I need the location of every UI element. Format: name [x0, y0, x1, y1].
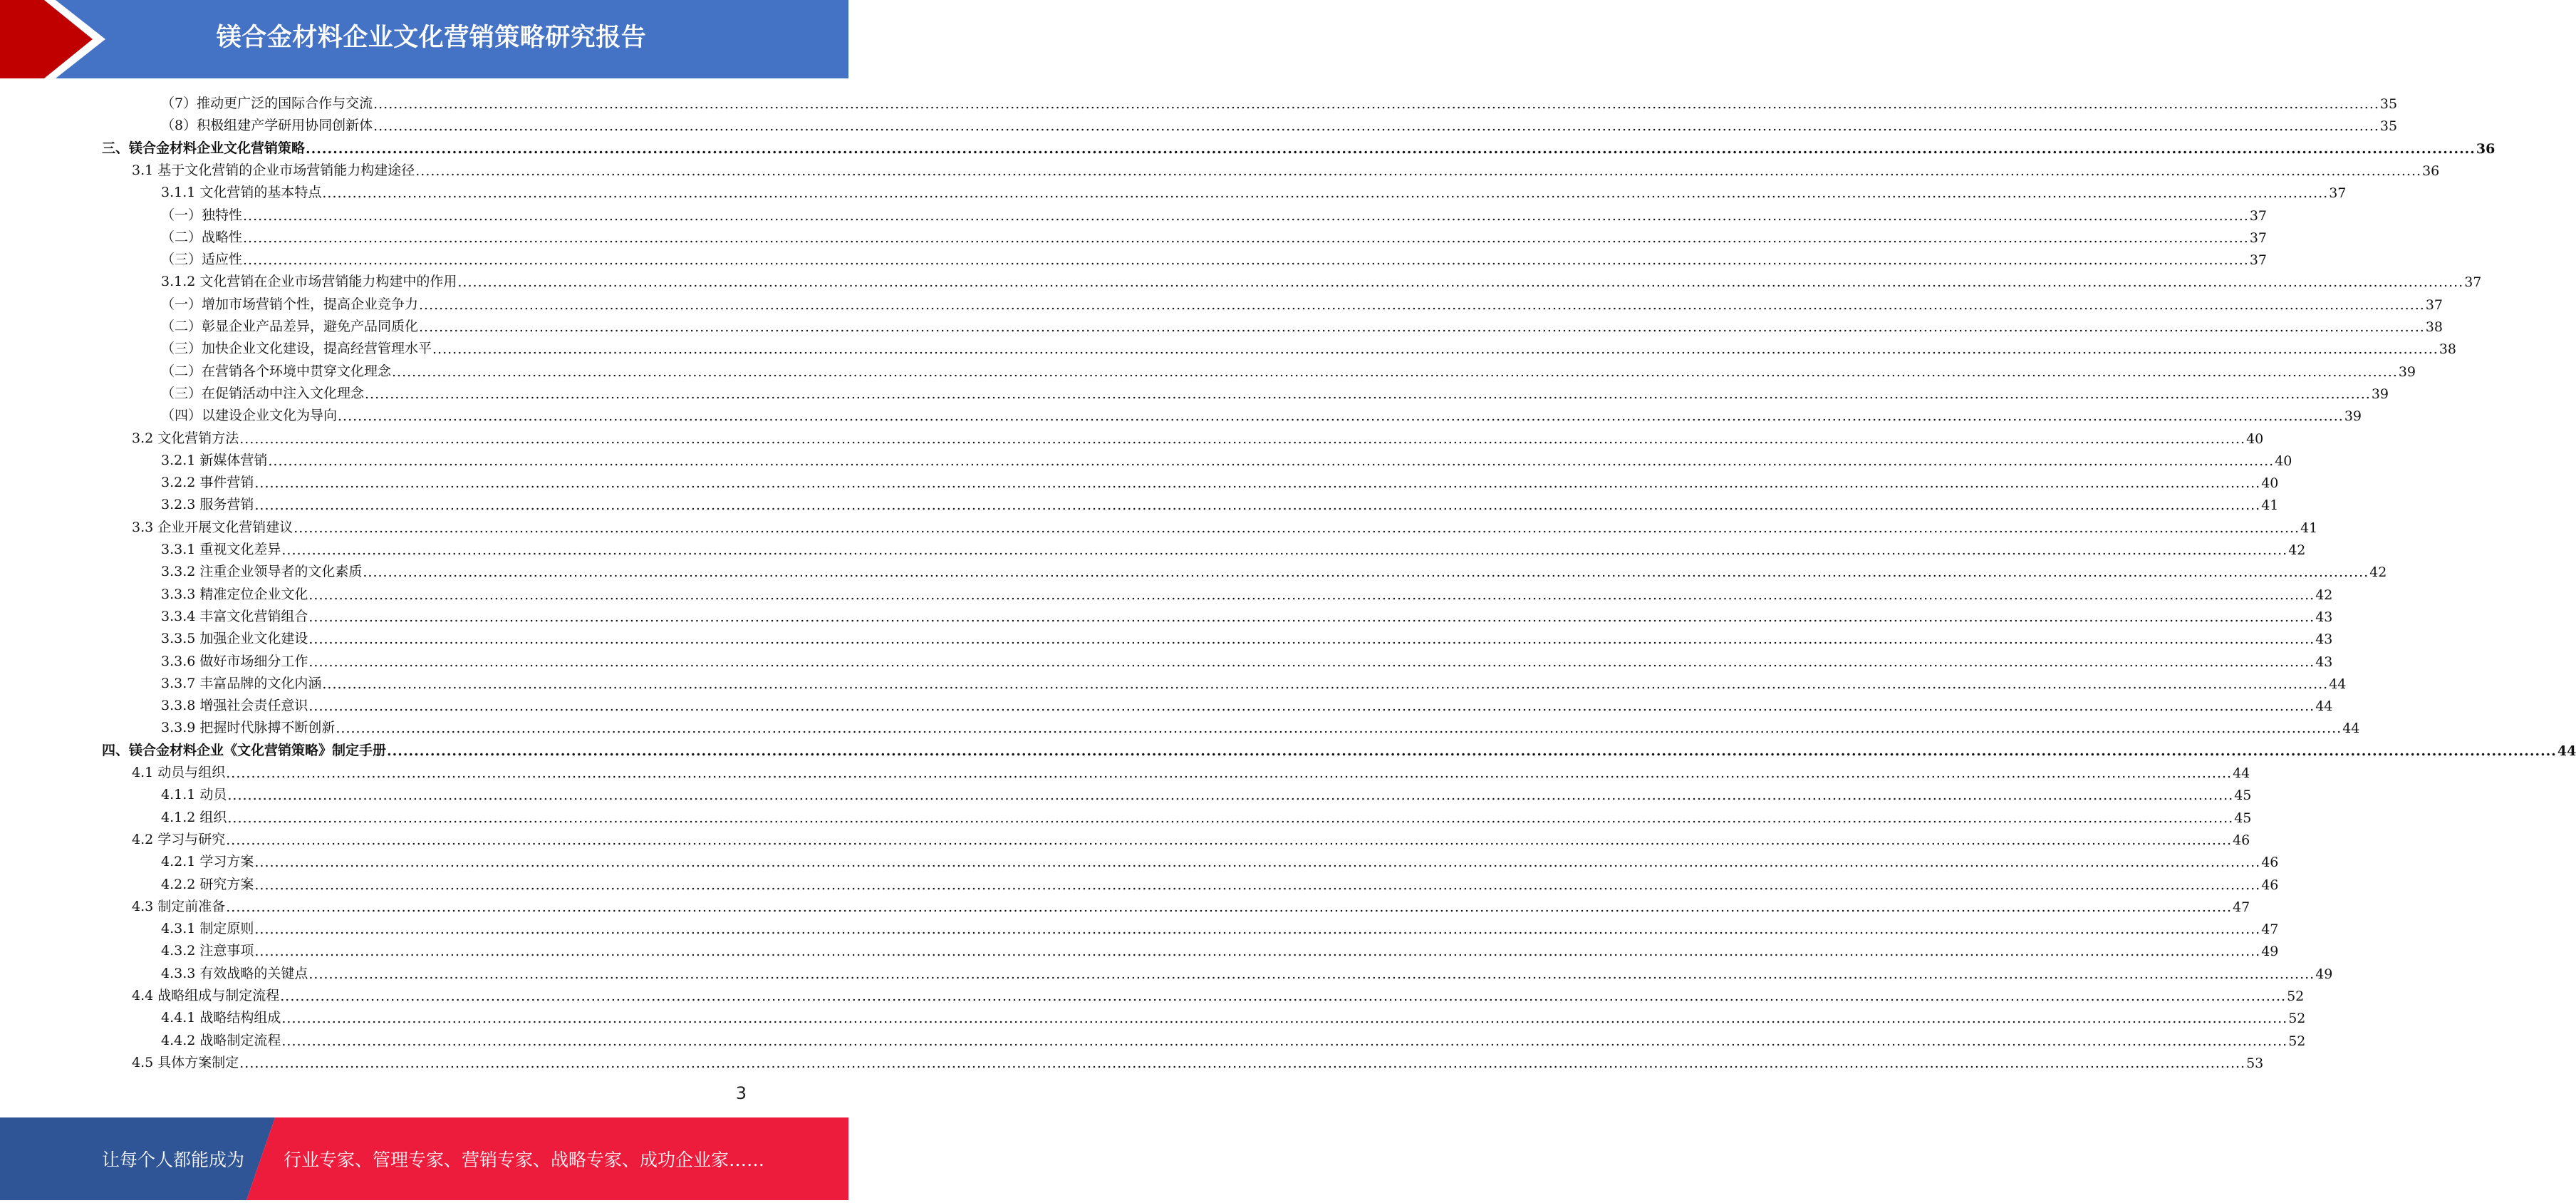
toc-entry-page: 39	[2344, 408, 2362, 425]
toc-entry[interactable]	[161, 804, 2252, 826]
toc-entry[interactable]	[161, 692, 2333, 715]
toc-entry[interactable]	[161, 558, 2387, 581]
toc-entry-page: 38	[2425, 319, 2443, 335]
toc-entry-page: 41	[2300, 520, 2318, 536]
toc-entry[interactable]	[161, 1004, 2306, 1027]
toc-entry[interactable]	[161, 915, 2279, 938]
toc-entry-page: 40	[2246, 430, 2264, 447]
toc-leader-dots: ................................................................................................................................................................................................................................................................................................................................................................................................................	[392, 363, 2398, 380]
toc-entry-label: 4.3.3 有效战略的关键点	[161, 965, 308, 981]
toc-entry-label: 4.2.2 研究方案	[161, 876, 254, 892]
toc-entry[interactable]	[161, 402, 2362, 425]
toc-entry[interactable]	[161, 781, 2252, 804]
toc-entry-page: 52	[2288, 1011, 2306, 1027]
toc-entry[interactable]	[161, 937, 2279, 960]
toc-entry-label: （三）加快企业文化建设，提高经营管理水平	[161, 341, 432, 357]
toc-entry-label: 3.1.1 文化营销的基本特点	[161, 185, 322, 201]
toc-entry-label: （三）适应性	[161, 252, 243, 268]
toc-leader-dots: ................................................................................................................................................................................................................................................................................................................................................................................................................	[336, 721, 2342, 737]
toc-entry[interactable]	[161, 625, 2333, 648]
toc-entry-page: 37	[2329, 185, 2347, 202]
toc-leader-dots: ................................................................................................................................................................................................................................................................................................................................................................................................................	[308, 587, 2315, 603]
toc-entry-label: （四）以建设企业文化为导向	[161, 408, 338, 424]
toc-leader-dots: ................................................................................................................................................................................................................................................................................................................................................................................................................	[280, 988, 2287, 1004]
toc-entry[interactable]	[161, 581, 2333, 603]
toc-entry-label: 3.1 基于文化营销的企业市场营销能力构建途径	[132, 162, 415, 178]
toc-entry-page: 39	[2398, 363, 2416, 380]
toc-entry[interactable]	[161, 291, 2443, 313]
toc-entry-label: （8）积极组建产学研用协同创新体	[161, 118, 373, 134]
toc-entry-page: 37	[2249, 252, 2268, 269]
toc-entry[interactable]	[161, 714, 2360, 737]
toc-entry-label: 3.3.5 加强企业文化建设	[161, 631, 308, 647]
toc-entry-label: 4.3.1 制定原则	[161, 921, 254, 937]
toc-entry-page: 44	[2315, 698, 2333, 715]
toc-entry-page: 37	[2249, 207, 2268, 224]
toc-entry-label: 4.1 动员与组织	[132, 765, 226, 780]
toc-leader-dots: ................................................................................................................................................................................................................................................................................................................................................................................................................	[226, 832, 2233, 848]
toc-entry-label: 3.3.7 丰富品牌的文化内涵	[161, 675, 322, 691]
toc-entry-page: 44	[2342, 721, 2360, 737]
toc-entry-label: 3.3.2 注重企业领导者的文化素质	[161, 564, 363, 580]
toc-leader-dots: ................................................................................................................................................................................................................................................................................................................................................................................................................	[432, 341, 2439, 358]
toc-entry-page: 43	[2315, 609, 2333, 625]
toc-entry[interactable]	[102, 737, 2576, 759]
toc-leader-dots: ................................................................................................................................................................................................................................................................................................................................................................................................................	[281, 1033, 2288, 1049]
toc-entry-label: 3.2 文化营销方法	[132, 430, 239, 446]
toc-leader-dots: ................................................................................................................................................................................................................................................................................................................................................................................................................	[254, 475, 2261, 492]
toc-entry[interactable]	[132, 759, 2250, 781]
toc-leader-dots: ................................................................................................................................................................................................................................................................................................................................................................................................................	[254, 855, 2261, 871]
toc-entry-label: 3.3.1 重视文化差异	[161, 542, 281, 557]
toc-entry[interactable]	[132, 1049, 2264, 1071]
toc-leader-dots: ................................................................................................................................................................................................................................................................................................................................................................................................................	[254, 497, 2261, 514]
toc-leader-dots: ................................................................................................................................................................................................................................................................................................................................................................................................................	[415, 162, 2422, 179]
page-footer	[0, 1117, 848, 1200]
toc-entry-page: 35	[2379, 118, 2398, 135]
toc-entry-page: 49	[2261, 944, 2279, 960]
toc-entry-label: 4.4 战略组成与制定流程	[132, 988, 280, 1003]
toc-entry-page: 52	[2287, 988, 2305, 1004]
toc-leader-dots: ................................................................................................................................................................................................................................................................................................................................................................................................................	[322, 676, 2329, 692]
toc-leader-dots: ................................................................................................................................................................................................................................................................................................................................................................................................................	[365, 386, 2371, 402]
toc-entry[interactable]	[161, 848, 2279, 871]
toc-entry-page: 47	[2261, 921, 2279, 938]
toc-entry[interactable]	[161, 603, 2333, 625]
toc-entry-label: 四、镁合金材料企业《文化营销策略》制定手册	[102, 742, 387, 758]
footer-slogan-right: 行业专家、管理专家、营销专家、战略专家、成功企业家……	[284, 1150, 765, 1170]
toc-leader-dots: ................................................................................................................................................................................................................................................................................................................................................................................................................	[239, 430, 2246, 447]
toc-entry-label: （二）彰显企业产品差异，避免产品同质化	[161, 319, 419, 334]
toc-leader-dots: ................................................................................................................................................................................................................................................................................................................................................................................................................	[226, 899, 2233, 915]
toc-leader-dots: ................................................................................................................................................................................................................................................................................................................................................................................................................	[419, 296, 2425, 313]
toc-entry[interactable]	[161, 224, 2268, 246]
toc-leader-dots: ................................................................................................................................................................................................................................................................................................................................................................................................................	[308, 698, 2315, 715]
toc-entry[interactable]	[132, 514, 2318, 536]
toc-entry-page: 52	[2288, 1033, 2306, 1049]
toc-entry[interactable]	[132, 826, 2250, 848]
toc-entry-page: 39	[2371, 386, 2389, 402]
toc-leader-dots: ................................................................................................................................................................................................................................................................................................................................................................................................................	[308, 966, 2315, 982]
toc-leader-dots: ................................................................................................................................................................................................................................................................................................................................................................................................................	[239, 1055, 2246, 1071]
toc-entry-page: 38	[2439, 341, 2457, 358]
toc-entry-label: 3.1.2 文化营销在企业市场营销能力构建中的作用	[161, 274, 457, 290]
toc-entry-label: 4.2.1 学习方案	[161, 854, 254, 870]
toc-leader-dots: ................................................................................................................................................................................................................................................................................................................................................................................................................	[281, 1011, 2288, 1027]
toc-entry-label: 3.3.9 把握时代脉搏不断创新	[161, 720, 336, 736]
toc-leader-dots: ................................................................................................................................................................................................................................................................................................................................................................................................................	[387, 743, 2557, 759]
toc-entry-label: 4.3.2 注意事项	[161, 943, 254, 959]
toc-entry-label: 3.3.8 增强社会责任意识	[161, 698, 308, 714]
toc-entry-label: 3.3.3 精准定位企业文化	[161, 586, 308, 602]
toc-entry-page: 37	[2464, 274, 2482, 291]
toc-entry-label: 4.2 学习与研究	[132, 831, 226, 847]
toc-entry[interactable]	[161, 491, 2279, 514]
toc-leader-dots: ................................................................................................................................................................................................................................................................................................................................................................................................................	[268, 453, 2275, 469]
toc-entry-page: 36	[2476, 140, 2496, 157]
toc-leader-dots: ................................................................................................................................................................................................................................................................................................................................................................................................................	[308, 654, 2315, 670]
toc-entry-label: （二）在营销各个环境中贯穿文化理念	[161, 363, 392, 379]
toc-entry[interactable]	[161, 447, 2292, 469]
toc-leader-dots: ................................................................................................................................................................................................................................................................................................................................................................................................................	[254, 921, 2261, 938]
toc-entry-page: 45	[2234, 788, 2252, 804]
toc-leader-dots: ................................................................................................................................................................................................................................................................................................................................................................................................................	[243, 229, 2249, 246]
toc-entry-label: 4.1.1 动员	[161, 787, 227, 803]
toc-entry-page: 44	[2233, 765, 2250, 781]
toc-entry[interactable]	[161, 648, 2333, 670]
toc-entry-page: 44	[2329, 676, 2347, 692]
toc-entry[interactable]	[161, 179, 2347, 202]
toc-leader-dots: ................................................................................................................................................................................................................................................................................................................................................................................................................	[294, 520, 2300, 536]
toc-entry-page: 42	[2315, 587, 2333, 603]
toc-entry[interactable]	[161, 871, 2279, 893]
toc-entry-page: 47	[2233, 899, 2250, 915]
toc-entry-label: 三、镁合金材料企业文化营销策略	[102, 140, 306, 156]
toc-leader-dots: ................................................................................................................................................................................................................................................................................................................................................................................................................	[363, 564, 2369, 581]
toc-entry-page: 46	[2261, 877, 2279, 893]
toc-leader-dots: ................................................................................................................................................................................................................................................................................................................................................................................................................	[308, 631, 2315, 648]
toc-entry[interactable]	[161, 358, 2416, 380]
toc-entry-page: 40	[2261, 475, 2279, 492]
toc-leader-dots: ................................................................................................................................................................................................................................................................................................................................................................................................................	[322, 185, 2329, 202]
toc-entry[interactable]	[161, 1027, 2306, 1049]
toc-entry[interactable]	[161, 380, 2389, 402]
toc-entry[interactable]	[161, 268, 2482, 291]
toc-leader-dots: ................................................................................................................................................................................................................................................................................................................................................................................................................	[373, 96, 2379, 112]
toc-entry-label: 4.4.1 战略结构组成	[161, 1010, 281, 1026]
toc-entry[interactable]	[161, 90, 2398, 112]
toc-leader-dots: ................................................................................................................................................................................................................................................................................................................................................................................................................	[419, 319, 2425, 335]
toc-leader-dots: ................................................................................................................................................................................................................................................................................................................................................................................................................	[254, 944, 2261, 960]
toc-entry-page: 43	[2315, 631, 2333, 648]
toc-entry-page: 45	[2234, 810, 2252, 826]
toc-entry-label: 3.3.6 做好市场细分工作	[161, 653, 308, 669]
toc-entry-page: 35	[2379, 96, 2398, 112]
toc-leader-dots: ................................................................................................................................................................................................................................................................................................................................................................................................................	[243, 207, 2249, 224]
toc-entry[interactable]	[102, 135, 2496, 157]
toc-leader-dots: ................................................................................................................................................................................................................................................................................................................................................................................................................	[227, 788, 2234, 804]
toc-entry[interactable]	[161, 670, 2347, 692]
toc-entry-page: 41	[2261, 497, 2279, 514]
toc-entry-label: 3.3.4 丰富文化营销组合	[161, 608, 308, 624]
toc-leader-dots: ................................................................................................................................................................................................................................................................................................................................................................................................................	[226, 765, 2233, 781]
footer-slogan-left: 让每个人都能成为	[102, 1150, 245, 1170]
toc-entry[interactable]	[132, 157, 2440, 179]
toc-entry-label: （一）独特性	[161, 207, 243, 223]
toc-entry-page: 44	[2557, 743, 2576, 759]
toc-entry-label: （一）增加市场营销个性，提高企业竞争力	[161, 296, 419, 312]
toc-leader-dots: ................................................................................................................................................................................................................................................................................................................................................................................................................	[457, 274, 2464, 291]
toc-entry[interactable]	[161, 202, 2268, 224]
toc-entry-label: （三）在促销活动中注入文化理念	[161, 385, 365, 401]
toc-entry[interactable]	[161, 536, 2306, 558]
toc-entry-page: 42	[2288, 542, 2306, 558]
toc-leader-dots: ................................................................................................................................................................................................................................................................................................................................................................................................................	[281, 542, 2288, 558]
toc-entry-page: 37	[2425, 296, 2443, 313]
page-number: 3	[735, 1083, 747, 1103]
toc-entry-page: 37	[2249, 229, 2268, 246]
toc-entry[interactable]	[132, 982, 2305, 1004]
toc-leader-dots: ................................................................................................................................................................................................................................................................................................................................................................................................................	[373, 118, 2379, 135]
toc-entry-label: 4.1.2 组织	[161, 809, 227, 825]
toc-entry-label: 3.2.1 新媒体营销	[161, 452, 268, 468]
toc-leader-dots: ................................................................................................................................................................................................................................................................................................................................................................................................................	[306, 140, 2476, 157]
toc-leader-dots: ................................................................................................................................................................................................................................................................................................................................................................................................................	[227, 810, 2234, 826]
toc-entry[interactable]	[161, 112, 2398, 135]
toc-entry-page: 42	[2369, 564, 2387, 581]
toc-entry-label: 3.2.3 服务营销	[161, 497, 254, 513]
toc-leader-dots: ................................................................................................................................................................................................................................................................................................................................................................................................................	[254, 877, 2261, 893]
toc-entry[interactable]	[161, 960, 2333, 982]
toc-entry[interactable]	[161, 335, 2457, 358]
toc-leader-dots: ................................................................................................................................................................................................................................................................................................................................................................................................................	[338, 408, 2344, 425]
toc-entry[interactable]	[132, 893, 2250, 915]
toc-entry[interactable]	[161, 246, 2268, 269]
toc-entry-page: 40	[2275, 453, 2292, 469]
toc-leader-dots: ................................................................................................................................................................................................................................................................................................................................................................................................................	[308, 609, 2315, 625]
report-title: 镁合金材料企业文化营销策略研究报告	[216, 24, 647, 52]
page-header	[0, 0, 848, 78]
toc-entry-page: 53	[2246, 1055, 2264, 1071]
toc-entry-page: 43	[2315, 654, 2333, 670]
toc-entry-page: 46	[2233, 832, 2250, 848]
toc-entry[interactable]	[132, 425, 2264, 447]
toc-entry-page: 36	[2422, 162, 2440, 179]
toc-entry[interactable]	[161, 313, 2443, 335]
toc-entry-label: （二）战略性	[161, 229, 243, 245]
toc-entry-label: 4.4.2 战略制定流程	[161, 1032, 281, 1048]
toc-entry-label: （7）推动更广泛的国际合作与交流	[161, 95, 373, 111]
toc-entry-page: 49	[2315, 966, 2333, 982]
toc-entry-page: 46	[2261, 855, 2279, 871]
toc-entry[interactable]	[161, 469, 2279, 492]
toc-entry-label: 4.3 制定前准备	[132, 898, 226, 914]
toc-entry-label: 3.3 企业开展文化营销建议	[132, 519, 294, 535]
toc-leader-dots: ................................................................................................................................................................................................................................................................................................................................................................................................................	[243, 252, 2249, 269]
toc-entry-label: 3.2.2 事件营销	[161, 475, 254, 491]
toc-entry-label: 4.5 具体方案制定	[132, 1054, 239, 1070]
